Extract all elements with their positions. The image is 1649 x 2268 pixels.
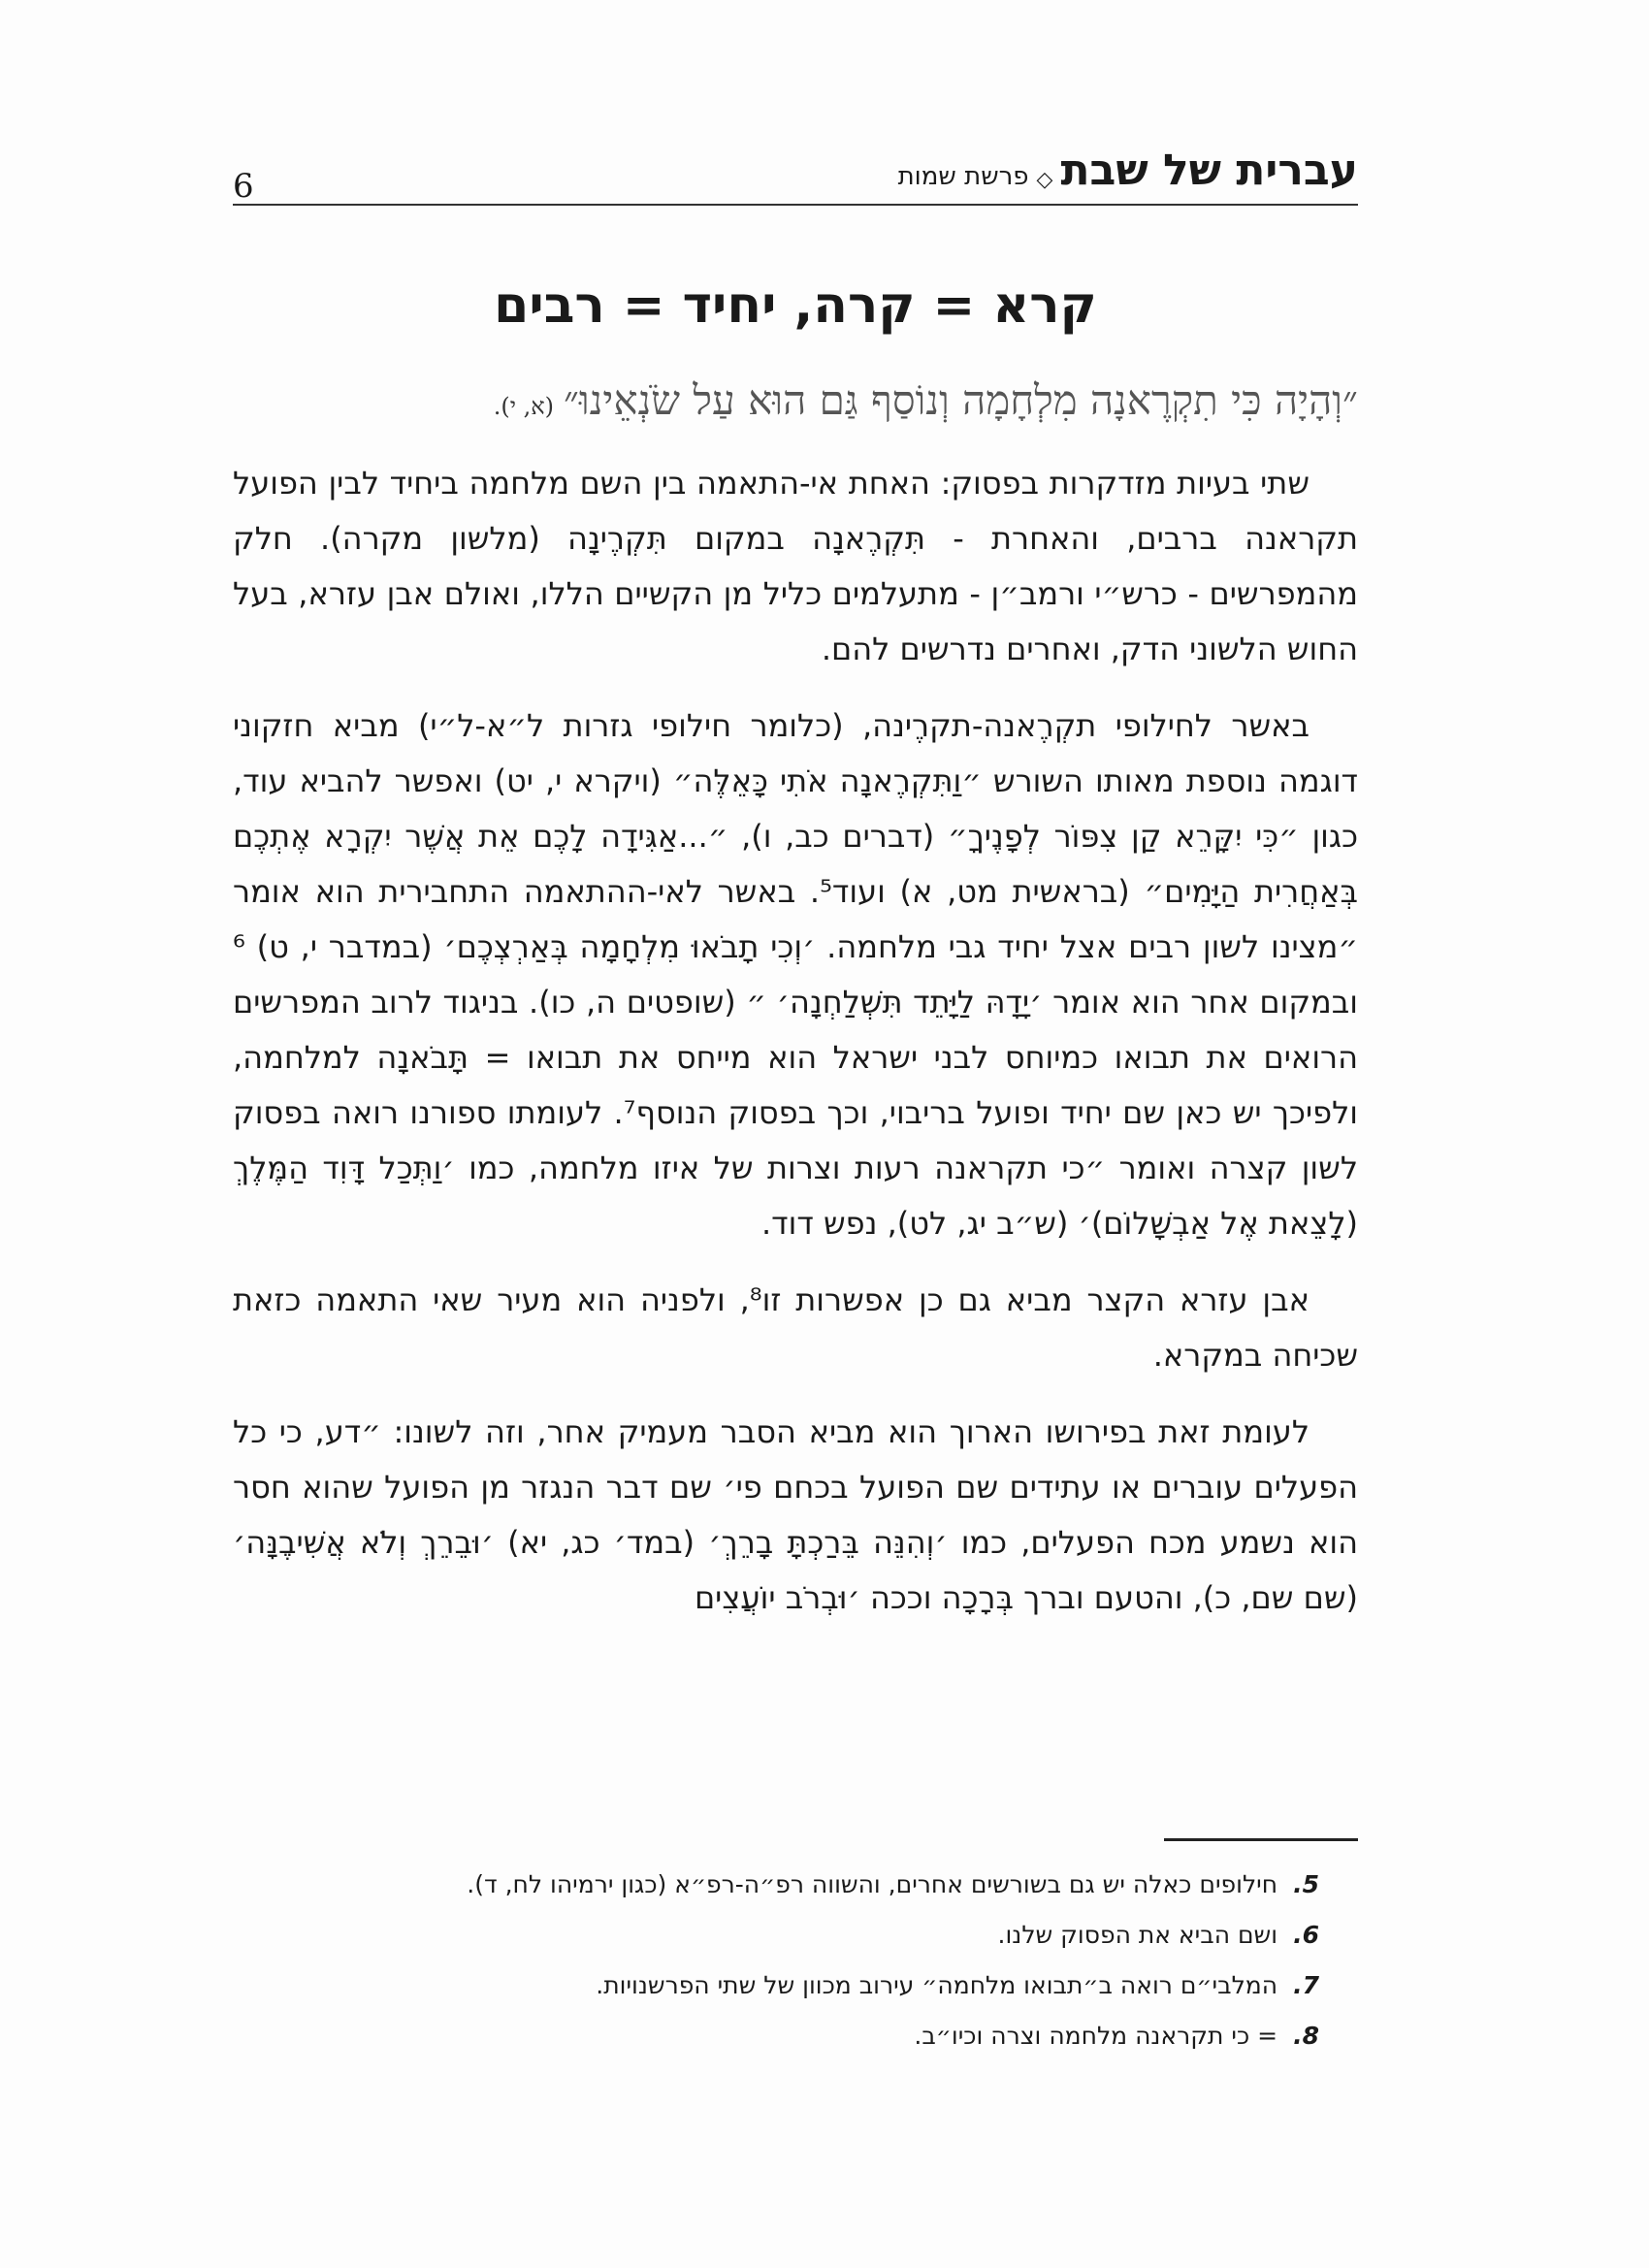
footnote-number: 8. (1293, 2022, 1319, 2050)
paragraph-3: אבן עזרא הקצר מביא גם כן אפשרות זו⁸, ולפניה הוא מעיר שאי התאמה כזאת שכיחה במקרא. (233, 1281, 1358, 1374)
parasha-name: פרשת שמות (897, 162, 1029, 191)
diamond-separator-icon: ◇ (1036, 168, 1053, 192)
footnote-divider (1164, 1838, 1358, 1841)
paragraph-4: לעומת זאת בפירושו הארוך הוא מביא הסבר מעמיק אחר, וזה לשונו: ״דע, כי כל הפעלים עוברים או עתידים שם הפועל בכחם פי׳ שם דבר הנגזר מן הפועל שהוא חסר הוא נשמע מכח הפעלים, כמו ׳וְהִנֵּה בֵּרַכְתָּ בָרֵךְ׳ (במד׳ כג, יא) ׳וּבֵרֵךְ וְלֹא אֲשִׁיבֶנָּה׳ (שם שם, כ), והטעם וברך בְּרָכָה וככה ׳וּבְרֹב יוֹעֲצִים (233, 1413, 1358, 1616)
footnote-text: חילופים כאלה יש גם בשורשים אחרים, והשווה רפ״ה-רפ״א (כגון ירמיהו לח, ד). (467, 1870, 1278, 1898)
verse-text: ״וְהָיָה כִּי תִקְרֶאנָה מִלְחָמָה וְנוֹסַף גַּם הוּא עַל שֹׂנְאֵינוּ״ (564, 376, 1358, 424)
verse-quote (233, 376, 1358, 425)
footnote-text: = כי תקראנה מלחמה וצרה וכיו״ב. (914, 2022, 1278, 2050)
footnote-text: המלבי״ם רואה ב״תבואו מלחמה״ עירוב מכוון של שתי הפרשנויות. (596, 1971, 1278, 1999)
verse-reference: (א, י). (493, 393, 555, 420)
article-title: קרא = קרה, יחיד = רבים (494, 276, 1097, 335)
paragraph-1: שתי בעיות מזדקרות בפסוק: האחת אי-התאמה בין השם מלחמה ביחיד לבין הפועל תקראנה ברבים, והאחרת - תִּקְרֶאנָה במקום תִּקְרֶינָה (מלשון מקרה). חלק מהמפרשים - כרש״י ורמב״ן - מתעלמים כליל מן הקשיים הללו, ואולם אבן עזרא, בעל החוש הלשוני הדק, ואחרים נדרשים להם. (233, 465, 1358, 667)
footnote-number: 7. (1293, 1971, 1319, 1999)
page-header (233, 146, 1358, 206)
footnote-5 (233, 1870, 1319, 1899)
page-number: 6 (233, 167, 254, 206)
article-body (233, 456, 1358, 1647)
footnote-7 (233, 1971, 1319, 2000)
paragraph-2: באשר לחילופי תקְרֶאנה-תקרֶינה, (כלומר חילופי גזרות ל״א-ל״י) מביא חזקוני דוגמה נוספת מאותו השורש ״וַתִּקְרֶאנָה אֹתִי כָּאֵלֶּה״ (ויקרא י, יט) ואפשר להביא עוד, כגון ״כִּי יִקָּרֵא קַן צִפּוֹר לְפָנֶיךָ״ (דברים כב, ו), ״...אַגִּידָה לָכֶם אֵת אֲשֶׁר יִקְרָא אֶתְכֶם בְּאַחֲרִית הַיָּמִים״ (בראשית מט, א) ועוד⁵. באשר לאי-ההתאמה התחבירית הוא אומר ״מצינו לשון רבים אצל יחיד גבי מלחמה. ׳וְכִי תָבֹאוּ מִלְחָמָה בְּאַרְצְכֶם׳ (במדבר י, ט) ⁶ ובמקום אחר הוא אומר ׳יָדָהּ לַיָּתֵד תִּשְׁלַחְנָה׳ ״ (שופטים ה, כו). בניגוד לרוב המפרשים הרואים את תבואו כמיוחס לבני ישראל הוא מייחס את תבואו = תָּבֹאנָה למלחמה, ולפיכך יש כאן שם יחיד ופועל בריבוי, וכך בפסוק הנוסף⁷. לעומתו ספורנו רואה בפסוק לשון קצרה ואומר ״כי תקראנה רעות וצרות של איזו מלחמה, כמו ׳וַתְּכַל דָּוִד הַמֶּלֶךְ (לָצֵאת אֶל אַבְשָׁלוֹם)׳ (ש״ב יג, לט), נפש דוד. (233, 707, 1359, 1242)
footnote-6 (233, 1921, 1319, 1950)
footnote-number: 6. (1293, 1921, 1319, 1949)
footnotes-section (233, 1838, 1358, 2072)
publication-title: עברית של שבת (1060, 146, 1358, 195)
running-header (898, 146, 1358, 195)
footnote-text: ושם הביא את הפסוק שלנו. (997, 1921, 1278, 1949)
footnote-number: 5. (1293, 1870, 1319, 1898)
footnote-8 (233, 2022, 1319, 2051)
